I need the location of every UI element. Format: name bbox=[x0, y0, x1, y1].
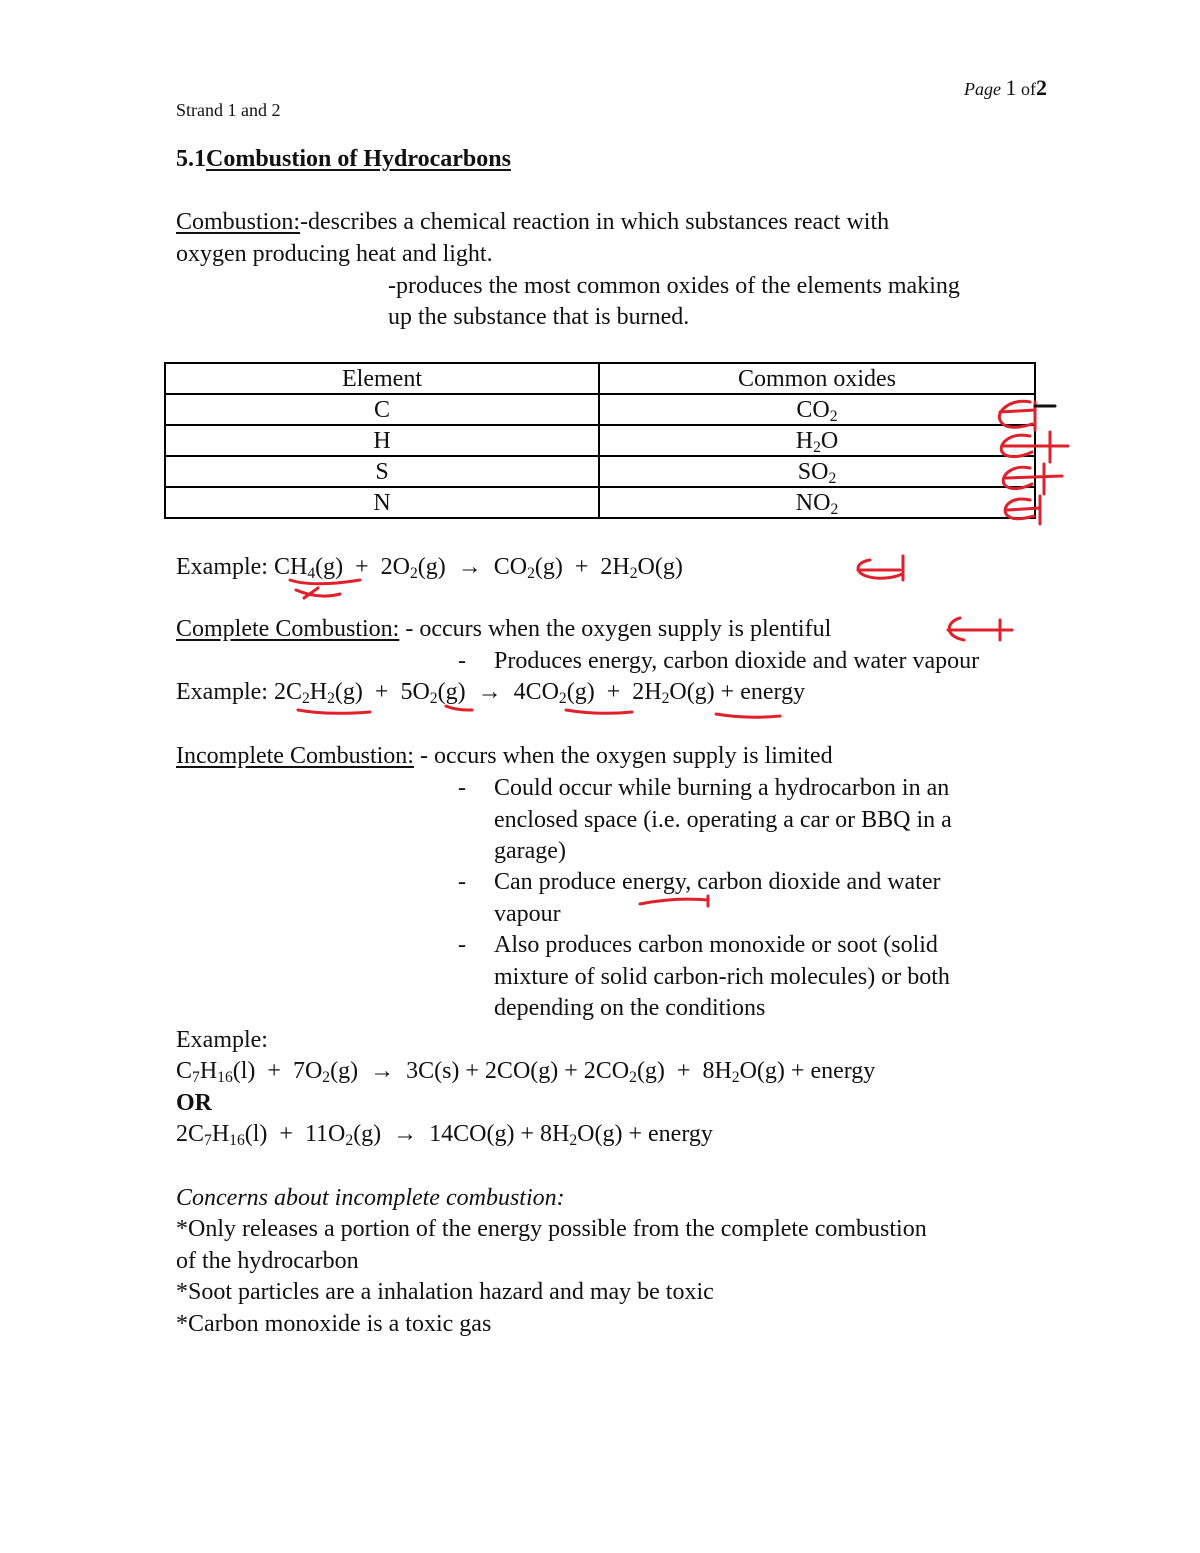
page-number bbox=[964, 76, 1047, 101]
combustion-def2b: up the substance that is burned. bbox=[388, 304, 690, 330]
oxide-cell: $CO_2$ bbox=[599, 394, 1035, 425]
oxides-table bbox=[164, 362, 1036, 519]
incomplete-bullet-1-line2: enclosed space (i.e. operating a car or BBQ in a bbox=[494, 807, 952, 833]
oxide-cell: $H_2O$ bbox=[599, 425, 1035, 456]
incomplete-bullet-1: - Could occur while burning a hydrocarbon in an bbox=[458, 775, 950, 801]
concern-item: of the hydrocarbon bbox=[176, 1248, 359, 1274]
example1-equation: Example: $CH_4(g) + 2O_2(g) \to CO_2(g) + 2H_2O(g)$ bbox=[176, 554, 683, 582]
strand-label: Strand 1 and 2 bbox=[176, 100, 281, 120]
concern-item: *Only releases a portion of the energy possible from the complete combustion bbox=[176, 1216, 927, 1242]
element-cell: N bbox=[165, 487, 599, 518]
incomplete-example-label: Example: bbox=[176, 1027, 268, 1053]
concerns-heading: Concerns about incomplete combustion: bbox=[176, 1185, 565, 1211]
incomplete-equation-1: $C_7H_{16}(l) + 7O_2(g) \to 3C(s) + 2CO(g) + 2CO_2(g) + 8H_2O(g)$ + energy bbox=[176, 1058, 876, 1086]
oxide-cell: $NO_2$ bbox=[599, 487, 1035, 518]
incomplete-bullet-2-line2: vapour bbox=[494, 901, 561, 927]
table-row bbox=[165, 394, 1035, 425]
ink-underline-energy bbox=[640, 896, 708, 906]
ink-mark-example1 bbox=[858, 556, 903, 580]
element-cell: S bbox=[165, 456, 599, 487]
incomplete-bullet-3-line2: mixture of solid carbon-rich molecules) or both bbox=[494, 964, 950, 990]
title-text: Combustion of Hydrocarbons bbox=[206, 146, 511, 172]
element-cell: C bbox=[165, 394, 599, 425]
concern-item: *Soot particles are a inhalation hazard and may be toxic bbox=[176, 1279, 714, 1305]
concern-item: *Carbon monoxide is a toxic gas bbox=[176, 1311, 492, 1337]
combustion-def-line1 bbox=[176, 207, 889, 237]
complete-example-label: Example: bbox=[176, 679, 268, 705]
ink-underline-co2 bbox=[566, 710, 632, 713]
page-of: of bbox=[1020, 79, 1036, 99]
incomplete-bullet-1-line3: garage) bbox=[494, 838, 566, 864]
table-header-oxides: Common oxides bbox=[599, 363, 1035, 394]
combustion-def1: -describes a chemical reaction in which substances react with bbox=[300, 209, 890, 235]
complete-example-equation: Example: $2C_2H_2(g) + 5O_2(g) \to 4CO_2(g) + 2H_2O(g)$ + energy bbox=[176, 679, 806, 707]
oxide-cell: $SO_2$ bbox=[599, 456, 1035, 487]
complete-desc: - occurs when the oxygen supply is plentiful bbox=[399, 616, 832, 642]
page-title bbox=[176, 144, 511, 174]
combustion-def1b: oxygen producing heat and light. bbox=[176, 241, 493, 267]
table-row bbox=[165, 425, 1035, 456]
complete-bullet: - Produces energy, carbon dioxide and water vapour bbox=[458, 648, 980, 674]
ink-underline-h2o bbox=[716, 714, 780, 717]
incomplete-equation-2: $2C_7H_{16}(l) + 11O_2(g) \to 14CO(g) + 8H_2O(g)$ + energy bbox=[176, 1121, 713, 1149]
table-row bbox=[165, 456, 1035, 487]
ink-underline-c2h2 bbox=[298, 710, 370, 713]
combustion-term: Combustion: bbox=[176, 209, 301, 235]
complete-combustion-line bbox=[176, 614, 831, 644]
page-current: 1 bbox=[1005, 75, 1017, 100]
incomplete-term: Incomplete Combustion: bbox=[176, 743, 414, 769]
combustion-def2: -produces the most common oxides of the elements making bbox=[388, 273, 960, 299]
incomplete-combustion-line bbox=[176, 741, 833, 771]
table-header-element: Element bbox=[165, 363, 599, 394]
ink-mark-complete bbox=[948, 618, 1012, 640]
incomplete-bullet-3-line3: depending on the conditions bbox=[494, 995, 766, 1021]
incomplete-desc: - occurs when the oxygen supply is limited bbox=[413, 743, 833, 769]
page-label: Page bbox=[964, 79, 1001, 99]
example1-label: Example: bbox=[176, 554, 268, 580]
incomplete-bullet-3: - Also produces carbon monoxide or soot (solid bbox=[458, 932, 938, 958]
title-number: 5.1 bbox=[176, 146, 206, 172]
incomplete-bullet-2: - Can produce energy, carbon dioxide and water bbox=[458, 869, 941, 895]
complete-term: Complete Combustion: bbox=[176, 616, 400, 642]
or-label: OR bbox=[176, 1090, 212, 1116]
table-row bbox=[165, 487, 1035, 518]
page-total: 2 bbox=[1035, 75, 1047, 100]
element-cell: H bbox=[165, 425, 599, 456]
table-header-row bbox=[165, 363, 1035, 394]
ink-x-ch4 bbox=[296, 588, 340, 598]
